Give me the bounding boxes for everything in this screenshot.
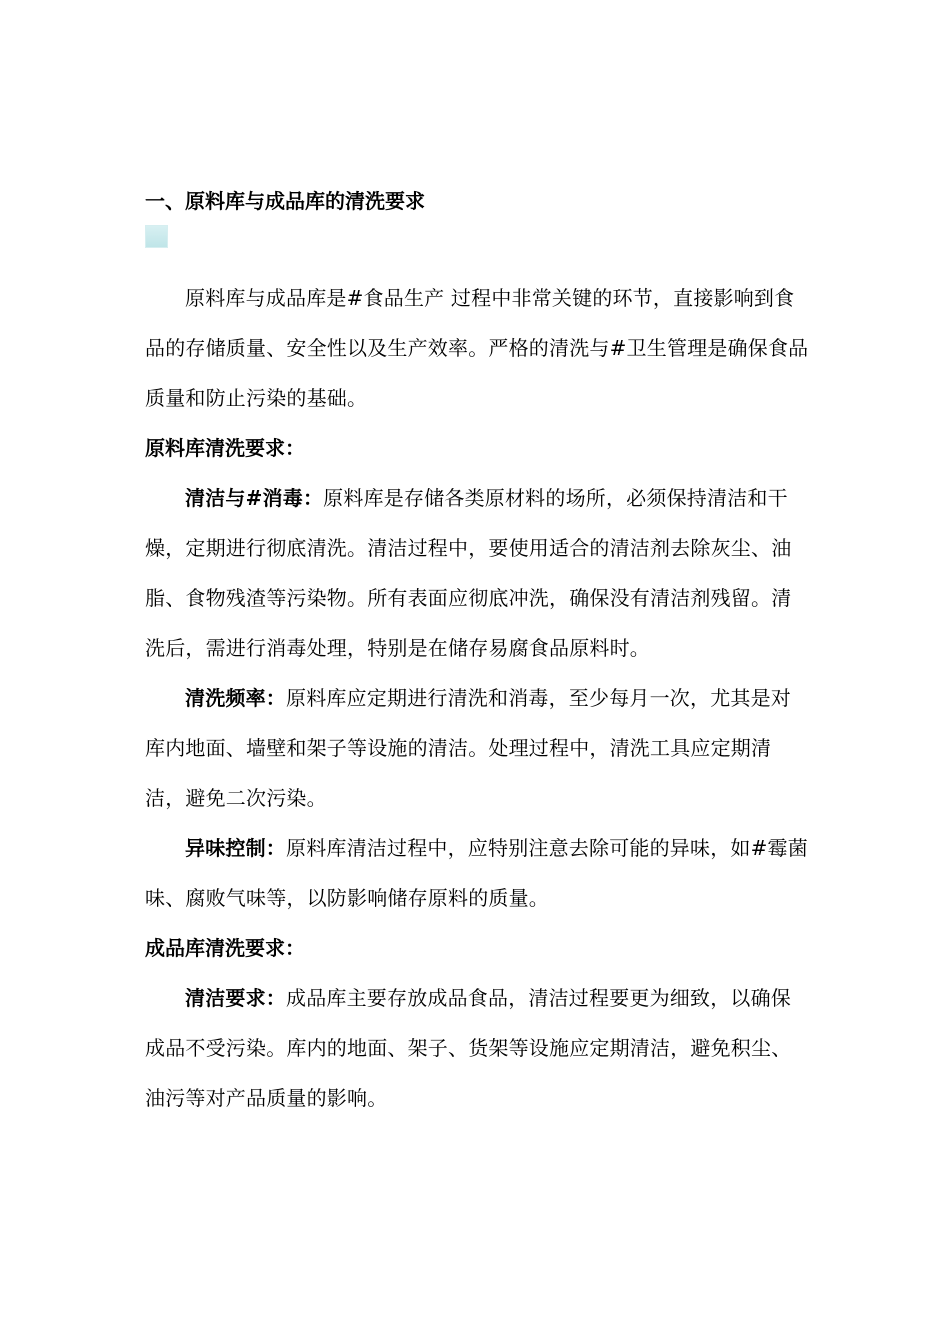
raw-item-text: 原料库清洁过程中，应特别注意去除可能的异味，如#霉菌 味、腐败气味等，以防影响储存原料的质量。 — [145, 836, 808, 910]
product-item-cleaning — [145, 973, 810, 1123]
raw-item-odor — [145, 823, 810, 923]
intro-paragraph: 原料库与成品库是#食品生产 过程中非常关键的环节，直接影响到食品的存储质量、安全性以及生产效率。严格的清洗与#卫生管理是确保食品质量和防止污染的基础。 — [145, 286, 809, 410]
raw-item-frequency — [145, 673, 810, 823]
product-section-title: 成品库清洗要求： — [145, 936, 305, 960]
raw-item-cleaning-disinfection — [145, 473, 810, 673]
raw-item-lead: 清洁与#消毒： — [185, 486, 324, 510]
raw-item-lead: 清洗频率： — [185, 686, 286, 710]
raw-item-text: 原料库是存储各类原材料的场所，必须保持清洁和干燥，定期进行彻底清洗。清洁过程中，要使用适合的清洁剂去除灰尘、油脂、食物残渣等污染物。所有表面应彻底冲洗，确保没有清洁剂残留。清洗后，需进行消毒处理，特别是在储存易腐食品原料时。 — [145, 486, 792, 660]
document-body — [145, 186, 810, 1123]
raw-item-text: 原料库应定期进行清洗和消毒，至少每月一次，尤其是对库内地面、墙壁和架子等设施的清洁。处理过程中，清洗工具应定期清洁，避免二次污染。 — [145, 686, 791, 810]
raw-item-lead: 异味控制： — [185, 836, 286, 860]
product-item-text: 成品库主要存放成品食品，清洁过程要更为细致，以确保成品不受污染。库内的地面、架子、货架等设施应定期清洁，避免积尘、油污等对产品质量的影响。 — [145, 986, 792, 1110]
section-heading: 一、原料库与成品库的清洗要求 — [145, 189, 425, 213]
image-thumbnail — [145, 225, 168, 248]
raw-section-title: 原料库清洗要求： — [145, 436, 305, 460]
product-item-lead: 清洁要求： — [185, 986, 286, 1010]
